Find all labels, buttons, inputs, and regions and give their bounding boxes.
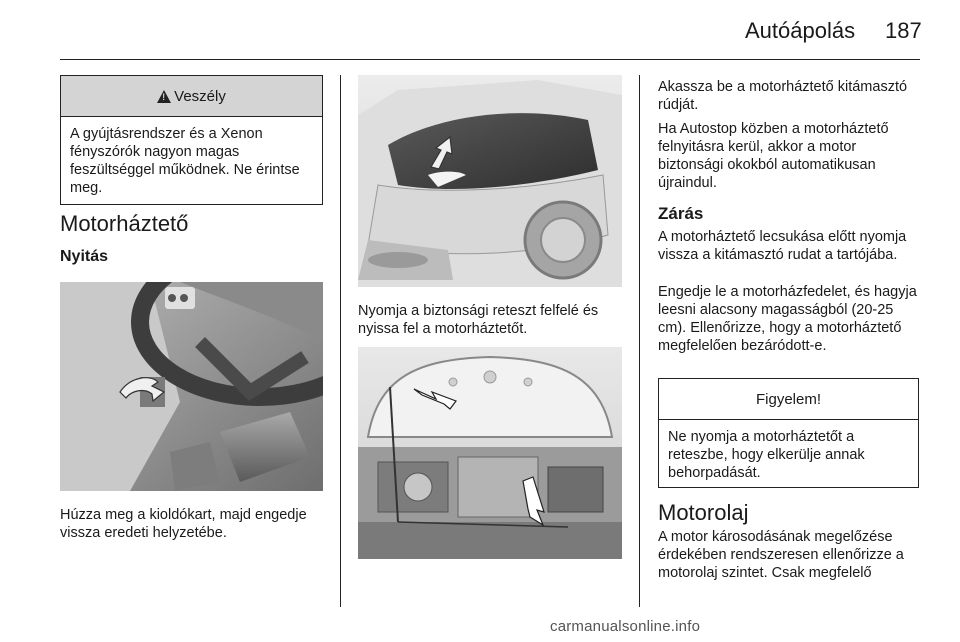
- danger-box: [60, 75, 323, 205]
- running-header-title: Autóápolás: [745, 18, 856, 43]
- col3-paragraph-5: A motor károsodásának megelőzése érdekében rendszeresen ellenőrizze a motorolaj szintet. Csak megfelelő: [658, 529, 904, 581]
- watermark: carmanualsonline.info: [550, 618, 701, 635]
- attention-text: Ne nyomja a motorháztetőt a reteszbe, hogy elkerülje annak behorpadását.: [668, 429, 865, 481]
- col3-paragraph-1: Akassza be a motorháztető kitámasztó rúdját.: [658, 79, 908, 113]
- subsection-title: Nyitás: [60, 248, 109, 265]
- col3-paragraph-2: Ha Autostop közben a motorháztető felnyitásra kerül, akkor a motor biztonsági okokból automatikusan újraindul.: [658, 121, 889, 191]
- col3-paragraph-3: A motorháztető lecsukása előtt nyomja vissza a kitámasztó rudat a tartójába.: [658, 229, 907, 263]
- column-divider-1: [340, 75, 341, 607]
- attention-box: [658, 378, 919, 488]
- col3-paragraph-4: Engedje le a motorházfedelet, és hagyja leesni alacsony magasságból (20-25 cm). Ellenőrizze, hogy a motorháztető megfelelően bezáródott-e.: [658, 284, 917, 354]
- engine-bay-photo: [358, 347, 622, 559]
- header-rule: [60, 59, 920, 60]
- warning-triangle-icon: [157, 90, 171, 103]
- section-title: Motorháztető: [60, 211, 189, 236]
- column-divider-2: [639, 75, 640, 607]
- danger-title: Veszély: [174, 87, 226, 105]
- col2-caption: Nyomja a biztonsági reteszt felfelé és nyissa fel a motorháztetőt.: [358, 303, 599, 337]
- attention-title: Figyelem!: [659, 379, 918, 420]
- hood-release-lever-photo: [60, 282, 323, 491]
- danger-text: A gyújtásrendszer és a Xenon fényszórók nagyon magas feszültséggel működnek. Ne érintse meg.: [70, 126, 300, 196]
- danger-box-header: [61, 76, 322, 117]
- page-number: 187: [885, 18, 922, 43]
- closing-title: Zárás: [658, 204, 704, 223]
- hood-exterior-photo: [358, 75, 622, 287]
- oil-section-title: Motorolaj: [658, 500, 749, 525]
- col1-caption: Húzza meg a kioldókart, majd engedje vissza eredeti helyzetébe.: [60, 507, 307, 541]
